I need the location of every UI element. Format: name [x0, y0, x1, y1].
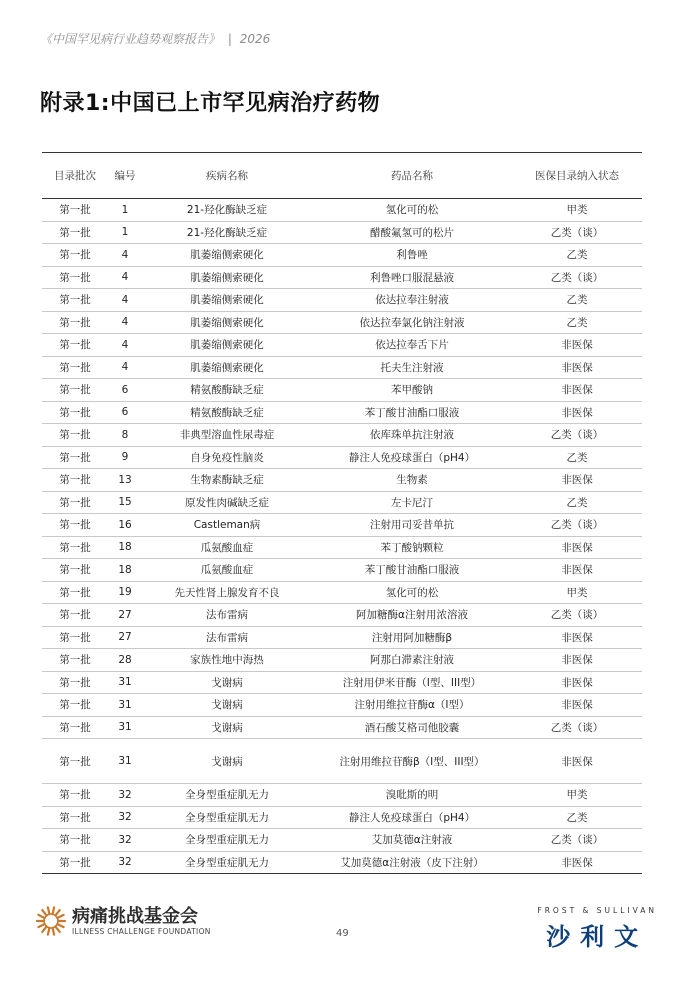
foundation-name-cn: 病痛挑战基金会 [72, 905, 198, 927]
batch-cell: 第一批 [42, 784, 108, 807]
disease-cell: 先天性肾上腺发育不良 [142, 581, 312, 604]
batch-cell: 第一批 [42, 536, 108, 559]
drug-cell: 依达拉奉舌下片 [312, 334, 512, 357]
batch-cell: 第一批 [42, 401, 108, 424]
table-row [42, 671, 642, 694]
number-cell: 4 [108, 266, 142, 289]
drug-cell: 注射用司妥昔单抗 [312, 514, 512, 537]
drug-cell: 阿加糖酶α注射用浓溶液 [312, 604, 512, 627]
batch-cell: 第一批 [42, 649, 108, 672]
table-row [42, 829, 642, 852]
number-cell: 6 [108, 379, 142, 402]
batch-cell: 第一批 [42, 491, 108, 514]
insurance-status-cell: 非医保 [512, 739, 642, 784]
column-header-disease: 疾病名称 [142, 153, 312, 199]
insurance-status-cell: 乙类 [512, 311, 642, 334]
number-cell: 32 [108, 806, 142, 829]
table-row [42, 604, 642, 627]
disease-cell: 精氨酸酶缺乏症 [142, 379, 312, 402]
insurance-status-cell: 乙类 [512, 806, 642, 829]
number-cell: 15 [108, 491, 142, 514]
batch-cell: 第一批 [42, 311, 108, 334]
drug-table-container [42, 152, 642, 874]
foundation-name-en: ILLNESS CHALLENGE FOUNDATION [72, 926, 211, 936]
batch-cell: 第一批 [42, 716, 108, 739]
disease-cell: 全身型重症肌无力 [142, 806, 312, 829]
table-row [42, 514, 642, 537]
insurance-status-cell: 非医保 [512, 334, 642, 357]
number-cell: 4 [108, 356, 142, 379]
batch-cell: 第一批 [42, 334, 108, 357]
drug-cell: 依库珠单抗注射液 [312, 424, 512, 447]
disease-cell: 瓜氨酸血症 [142, 536, 312, 559]
number-cell: 31 [108, 694, 142, 717]
insurance-status-cell: 甲类 [512, 784, 642, 807]
foundation-sun-logo-icon [36, 906, 66, 936]
disease-cell: 戈谢病 [142, 739, 312, 784]
insurance-status-cell: 乙类（谈） [512, 514, 642, 537]
table-row [42, 356, 642, 379]
batch-cell: 第一批 [42, 581, 108, 604]
batch-cell: 第一批 [42, 289, 108, 312]
drug-cell: 注射用伊米苷酶（I型、III型） [312, 671, 512, 694]
rare-disease-drug-table [42, 152, 642, 874]
drug-cell: 酒石酸艾格司他胶囊 [312, 716, 512, 739]
disease-cell: 肌萎缩侧索硬化 [142, 334, 312, 357]
table-row [42, 289, 642, 312]
insurance-status-cell: 甲类 [512, 581, 642, 604]
insurance-status-cell: 乙类（谈） [512, 424, 642, 447]
disease-cell: 生物素酶缺乏症 [142, 469, 312, 492]
sullivan-name-en: FROST & SULLIVAN [537, 906, 657, 915]
batch-cell: 第一批 [42, 829, 108, 852]
insurance-status-cell: 乙类（谈） [512, 604, 642, 627]
insurance-status-cell: 非医保 [512, 356, 642, 379]
insurance-status-cell: 非医保 [512, 401, 642, 424]
disease-cell: 原发性肉碱缺乏症 [142, 491, 312, 514]
table-row [42, 401, 642, 424]
drug-cell: 注射用维拉苷酶β（I型、III型） [312, 739, 512, 784]
insurance-status-cell: 非医保 [512, 536, 642, 559]
batch-cell: 第一批 [42, 221, 108, 244]
insurance-status-cell: 非医保 [512, 469, 642, 492]
batch-cell: 第一批 [42, 199, 108, 222]
number-cell: 9 [108, 446, 142, 469]
number-cell: 28 [108, 649, 142, 672]
drug-cell: 依达拉奉注射液 [312, 289, 512, 312]
column-header-insurance-status: 医保目录纳入状态 [512, 153, 642, 199]
foundation-branding [36, 906, 211, 936]
disease-cell: 精氨酸酶缺乏症 [142, 401, 312, 424]
column-header-number: 编号 [108, 153, 142, 199]
disease-cell: 戈谢病 [142, 694, 312, 717]
insurance-status-cell: 乙类 [512, 244, 642, 267]
report-header [40, 30, 270, 47]
drug-cell: 利鲁唑口服混悬液 [312, 266, 512, 289]
table-body [42, 199, 642, 874]
table-row [42, 649, 642, 672]
table-row [42, 244, 642, 267]
number-cell: 18 [108, 559, 142, 582]
table-row [42, 334, 642, 357]
insurance-status-cell: 乙类（谈） [512, 716, 642, 739]
batch-cell: 第一批 [42, 671, 108, 694]
report-title: 《中国罕见病行业趋势观察报告》 [40, 32, 221, 46]
disease-cell: Castleman病 [142, 514, 312, 537]
drug-cell: 静注人免疫球蛋白（pH4） [312, 806, 512, 829]
table-row [42, 491, 642, 514]
insurance-status-cell: 甲类 [512, 199, 642, 222]
batch-cell: 第一批 [42, 446, 108, 469]
number-cell: 8 [108, 424, 142, 447]
drug-cell: 苯甲酸钠 [312, 379, 512, 402]
batch-cell: 第一批 [42, 514, 108, 537]
batch-cell: 第一批 [42, 424, 108, 447]
insurance-status-cell: 乙类（谈） [512, 266, 642, 289]
batch-cell: 第一批 [42, 604, 108, 627]
disease-cell: 肌萎缩侧索硬化 [142, 356, 312, 379]
batch-cell: 第一批 [42, 694, 108, 717]
disease-cell: 21-羟化酶缺乏症 [142, 221, 312, 244]
drug-cell: 注射用阿加糖酶β [312, 626, 512, 649]
table-row [42, 626, 642, 649]
number-cell: 27 [108, 626, 142, 649]
number-cell: 4 [108, 289, 142, 312]
number-cell: 32 [108, 829, 142, 852]
disease-cell: 戈谢病 [142, 716, 312, 739]
table-row [42, 806, 642, 829]
disease-cell: 非典型溶血性尿毒症 [142, 424, 312, 447]
table-row [42, 694, 642, 717]
page-title: 附录1:中国已上市罕见病治疗药物 [40, 91, 381, 116]
batch-cell: 第一批 [42, 266, 108, 289]
disease-cell: 21-羟化酶缺乏症 [142, 199, 312, 222]
table-row [42, 311, 642, 334]
disease-cell: 全身型重症肌无力 [142, 784, 312, 807]
table-row [42, 716, 642, 739]
table-row [42, 446, 642, 469]
drug-cell: 左卡尼汀 [312, 491, 512, 514]
table-row [42, 581, 642, 604]
batch-cell: 第一批 [42, 559, 108, 582]
batch-cell: 第一批 [42, 356, 108, 379]
table-header-row [42, 153, 642, 199]
batch-cell: 第一批 [42, 739, 108, 784]
drug-cell: 苯丁酸甘油酯口服液 [312, 559, 512, 582]
drug-cell: 阿那白滞素注射液 [312, 649, 512, 672]
drug-cell: 艾加莫德α注射液（皮下注射） [312, 851, 512, 874]
table-row [42, 784, 642, 807]
number-cell: 27 [108, 604, 142, 627]
drug-cell: 溴吡斯的明 [312, 784, 512, 807]
disease-cell: 自身免疫性脑炎 [142, 446, 312, 469]
drug-cell: 注射用维拉苷酶α（I型） [312, 694, 512, 717]
table-row [42, 221, 642, 244]
report-year: 2026 [239, 32, 271, 46]
table-row [42, 424, 642, 447]
drug-cell: 生物素 [312, 469, 512, 492]
table-row [42, 266, 642, 289]
disease-cell: 法布雷病 [142, 626, 312, 649]
disease-cell: 肌萎缩侧索硬化 [142, 244, 312, 267]
batch-cell: 第一批 [42, 469, 108, 492]
batch-cell: 第一批 [42, 806, 108, 829]
disease-cell: 全身型重症肌无力 [142, 851, 312, 874]
insurance-status-cell: 乙类 [512, 446, 642, 469]
insurance-status-cell: 非医保 [512, 851, 642, 874]
batch-cell: 第一批 [42, 244, 108, 267]
drug-cell: 苯丁酸甘油酯口服液 [312, 401, 512, 424]
insurance-status-cell: 乙类（谈） [512, 829, 642, 852]
number-cell: 31 [108, 671, 142, 694]
column-header-batch: 目录批次 [42, 153, 108, 199]
page-number: 49 [336, 928, 349, 939]
disease-cell: 肌萎缩侧索硬化 [142, 289, 312, 312]
batch-cell: 第一批 [42, 851, 108, 874]
sullivan-name-cn: 沙利文 [546, 923, 649, 951]
table-row [42, 536, 642, 559]
table-row [42, 851, 642, 874]
number-cell: 32 [108, 851, 142, 874]
number-cell: 19 [108, 581, 142, 604]
drug-cell: 氢化可的松 [312, 581, 512, 604]
number-cell: 13 [108, 469, 142, 492]
number-cell: 1 [108, 221, 142, 244]
insurance-status-cell: 非医保 [512, 694, 642, 717]
disease-cell: 全身型重症肌无力 [142, 829, 312, 852]
drug-cell: 托夫生注射液 [312, 356, 512, 379]
disease-cell: 法布雷病 [142, 604, 312, 627]
number-cell: 4 [108, 244, 142, 267]
number-cell: 4 [108, 334, 142, 357]
insurance-status-cell: 乙类（谈） [512, 221, 642, 244]
drug-cell: 苯丁酸钠颗粒 [312, 536, 512, 559]
insurance-status-cell: 非医保 [512, 649, 642, 672]
drug-cell: 艾加莫德α注射液 [312, 829, 512, 852]
batch-cell: 第一批 [42, 626, 108, 649]
disease-cell: 肌萎缩侧索硬化 [142, 266, 312, 289]
drug-cell: 利鲁唑 [312, 244, 512, 267]
table-row [42, 469, 642, 492]
insurance-status-cell: 乙类 [512, 289, 642, 312]
foundation-name-block [72, 907, 211, 936]
insurance-status-cell: 非医保 [512, 671, 642, 694]
number-cell: 31 [108, 739, 142, 784]
number-cell: 31 [108, 716, 142, 739]
insurance-status-cell: 非医保 [512, 379, 642, 402]
drug-cell: 氢化可的松 [312, 199, 512, 222]
header-separator: | [227, 32, 232, 46]
disease-cell: 肌萎缩侧索硬化 [142, 311, 312, 334]
table-row [42, 559, 642, 582]
number-cell: 6 [108, 401, 142, 424]
number-cell: 32 [108, 784, 142, 807]
drug-cell: 依达拉奉氯化钠注射液 [312, 311, 512, 334]
drug-cell: 静注人免疫球蛋白（pH4） [312, 446, 512, 469]
disease-cell: 瓜氨酸血症 [142, 559, 312, 582]
disease-cell: 戈谢病 [142, 671, 312, 694]
table-row [42, 379, 642, 402]
table-row [42, 199, 642, 222]
insurance-status-cell: 乙类 [512, 491, 642, 514]
insurance-status-cell: 非医保 [512, 559, 642, 582]
batch-cell: 第一批 [42, 379, 108, 402]
table-row [42, 739, 642, 784]
number-cell: 4 [108, 311, 142, 334]
number-cell: 1 [108, 199, 142, 222]
sullivan-branding [537, 906, 657, 952]
number-cell: 18 [108, 536, 142, 559]
disease-cell: 家族性地中海热 [142, 649, 312, 672]
drug-cell: 醋酸氟氢可的松片 [312, 221, 512, 244]
column-header-drug: 药品名称 [312, 153, 512, 199]
insurance-status-cell: 非医保 [512, 626, 642, 649]
number-cell: 16 [108, 514, 142, 537]
